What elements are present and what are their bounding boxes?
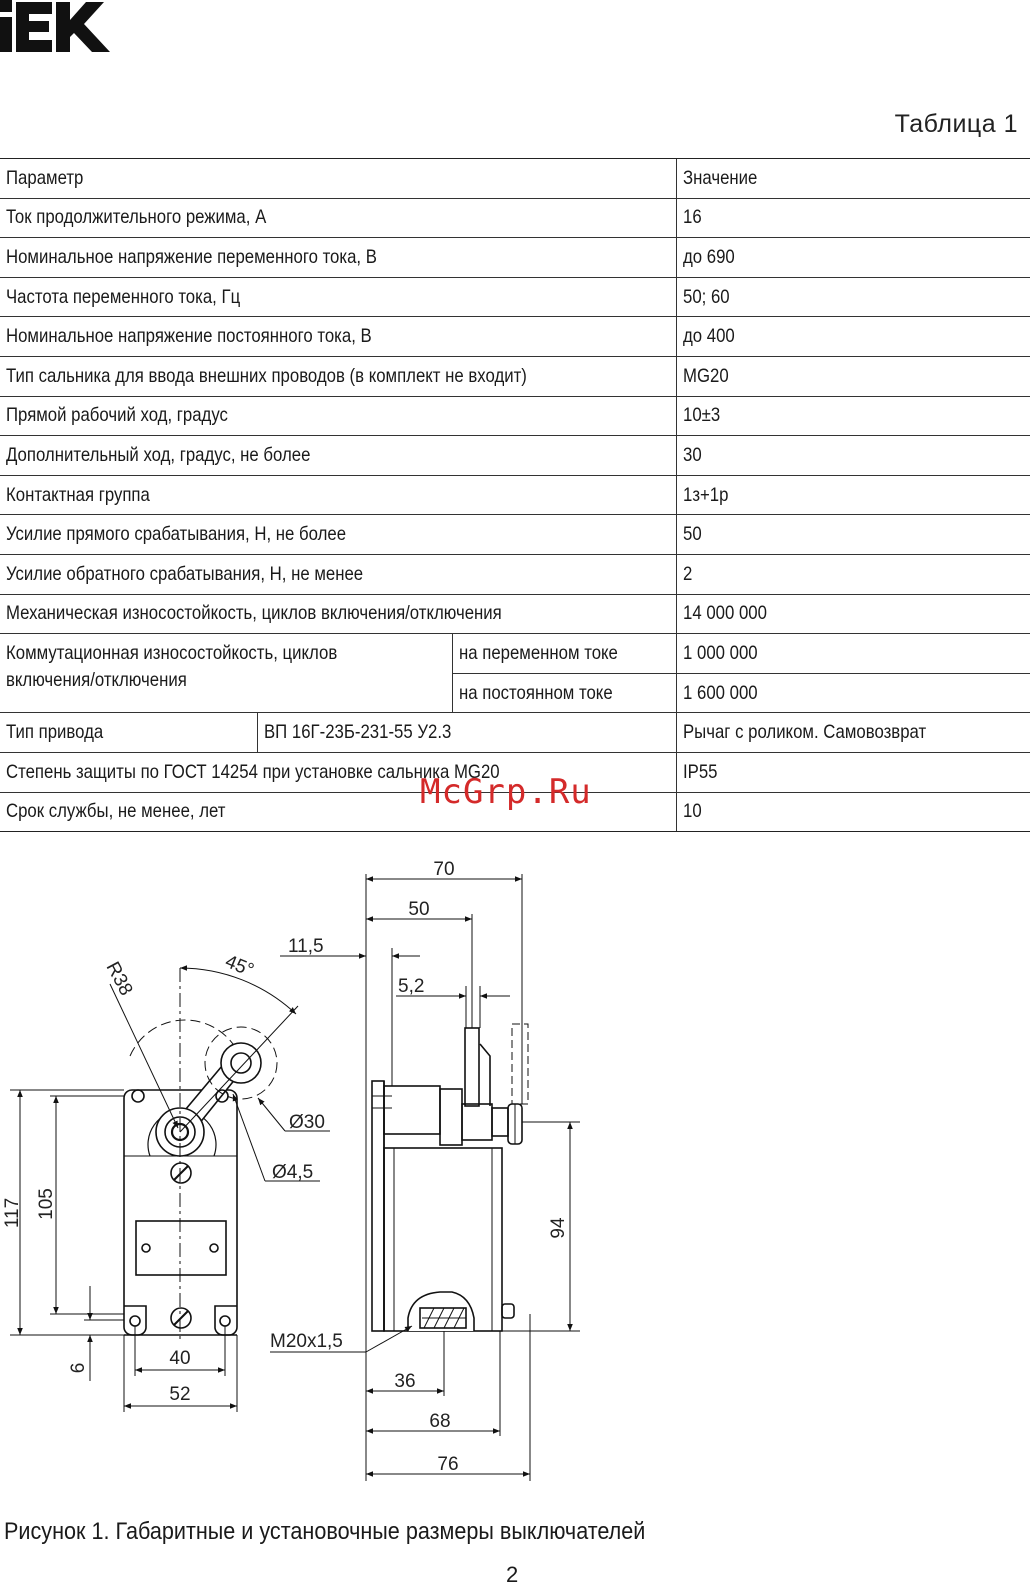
table-row: Усилие прямого срабатывания, Н, не более 50	[0, 515, 1030, 555]
front-view	[124, 968, 298, 1341]
table-row: Степень защиты по ГОСТ 14254 при установке сальника MG20 IP55	[0, 752, 1030, 792]
side-view	[372, 1024, 528, 1331]
dimension-drawing	[0, 856, 1032, 1506]
iek-logo	[0, 0, 114, 54]
table-row: Прямой рабочий ход, градус 10±3	[0, 396, 1030, 436]
table-title: Таблица 1	[894, 110, 1018, 138]
svg-text:M20x1,5: M20x1,5	[270, 1331, 343, 1352]
page-number: 2	[506, 1562, 519, 1587]
table-row: Срок службы, не менее, лет 10	[0, 792, 1030, 832]
svg-text:5,2: 5,2	[398, 976, 425, 997]
table-row-switching-dc: на постоянном токе 1 600 000	[0, 673, 1030, 713]
table-row: Механическая износостойкость, циклов включения/отключения 14 000 000	[0, 594, 1030, 634]
table-row: Усилие обратного срабатывания, Н, не менее 2	[0, 554, 1030, 594]
svg-text:105: 105	[36, 1188, 57, 1220]
table-row-drive: Тип привода ВП 16Г-23Б-231-55 У2.3 Рычаг с роликом. Самовозврат	[0, 713, 1030, 753]
table-row: Тип сальника для ввода внешних проводов (в комплект не входит) MG20	[0, 356, 1030, 396]
svg-text:76: 76	[437, 1454, 459, 1475]
table-row-switching-ac: Коммутационная износостойкость, циклов включения/отключения на переменном токе 1 000 000	[0, 634, 1030, 674]
table-row: Номинальное напряжение переменного тока, В до 690	[0, 238, 1030, 278]
svg-text:50: 50	[408, 899, 430, 920]
header-value: Значение	[682, 166, 757, 189]
svg-text:36: 36	[394, 1371, 416, 1392]
svg-text:68: 68	[429, 1411, 451, 1432]
table-row: Номинальное напряжение постоянного тока, В до 400	[0, 317, 1030, 357]
switching-param: Коммутационная износостойкость, циклов включения/отключения	[6, 642, 338, 692]
svg-text:11,5: 11,5	[288, 936, 324, 957]
spec-table	[0, 158, 1030, 832]
svg-text:94: 94	[548, 1217, 569, 1239]
side-dimensions	[270, 874, 580, 1481]
svg-text:Ø30: Ø30	[289, 1112, 325, 1133]
watermark: McGrp.Ru	[420, 772, 592, 812]
svg-text:117: 117	[2, 1197, 23, 1229]
table-row: Контактная группа 1з+1р	[0, 475, 1030, 515]
header-param: Параметр	[6, 166, 84, 189]
table-row: Частота переменного тока, Гц 50; 60	[0, 277, 1030, 317]
svg-text:40: 40	[169, 1348, 191, 1369]
table-header-row	[0, 159, 1030, 199]
svg-text:70: 70	[433, 859, 455, 880]
svg-text:52: 52	[169, 1384, 191, 1405]
side-dim-labels	[270, 859, 569, 1475]
table-row: Ток продолжительного режима, А 16	[0, 198, 1030, 238]
svg-text:R38: R38	[101, 958, 137, 1000]
svg-text:45°: 45°	[222, 951, 257, 982]
figure-caption: Рисунок 1. Габаритные и установочные размеры выключателей	[4, 1518, 646, 1545]
svg-text:Ø4,5: Ø4,5	[272, 1162, 314, 1183]
table-row: Дополнительный ход, градус, не более 30	[0, 436, 1030, 476]
svg-text:6: 6	[68, 1362, 89, 1374]
